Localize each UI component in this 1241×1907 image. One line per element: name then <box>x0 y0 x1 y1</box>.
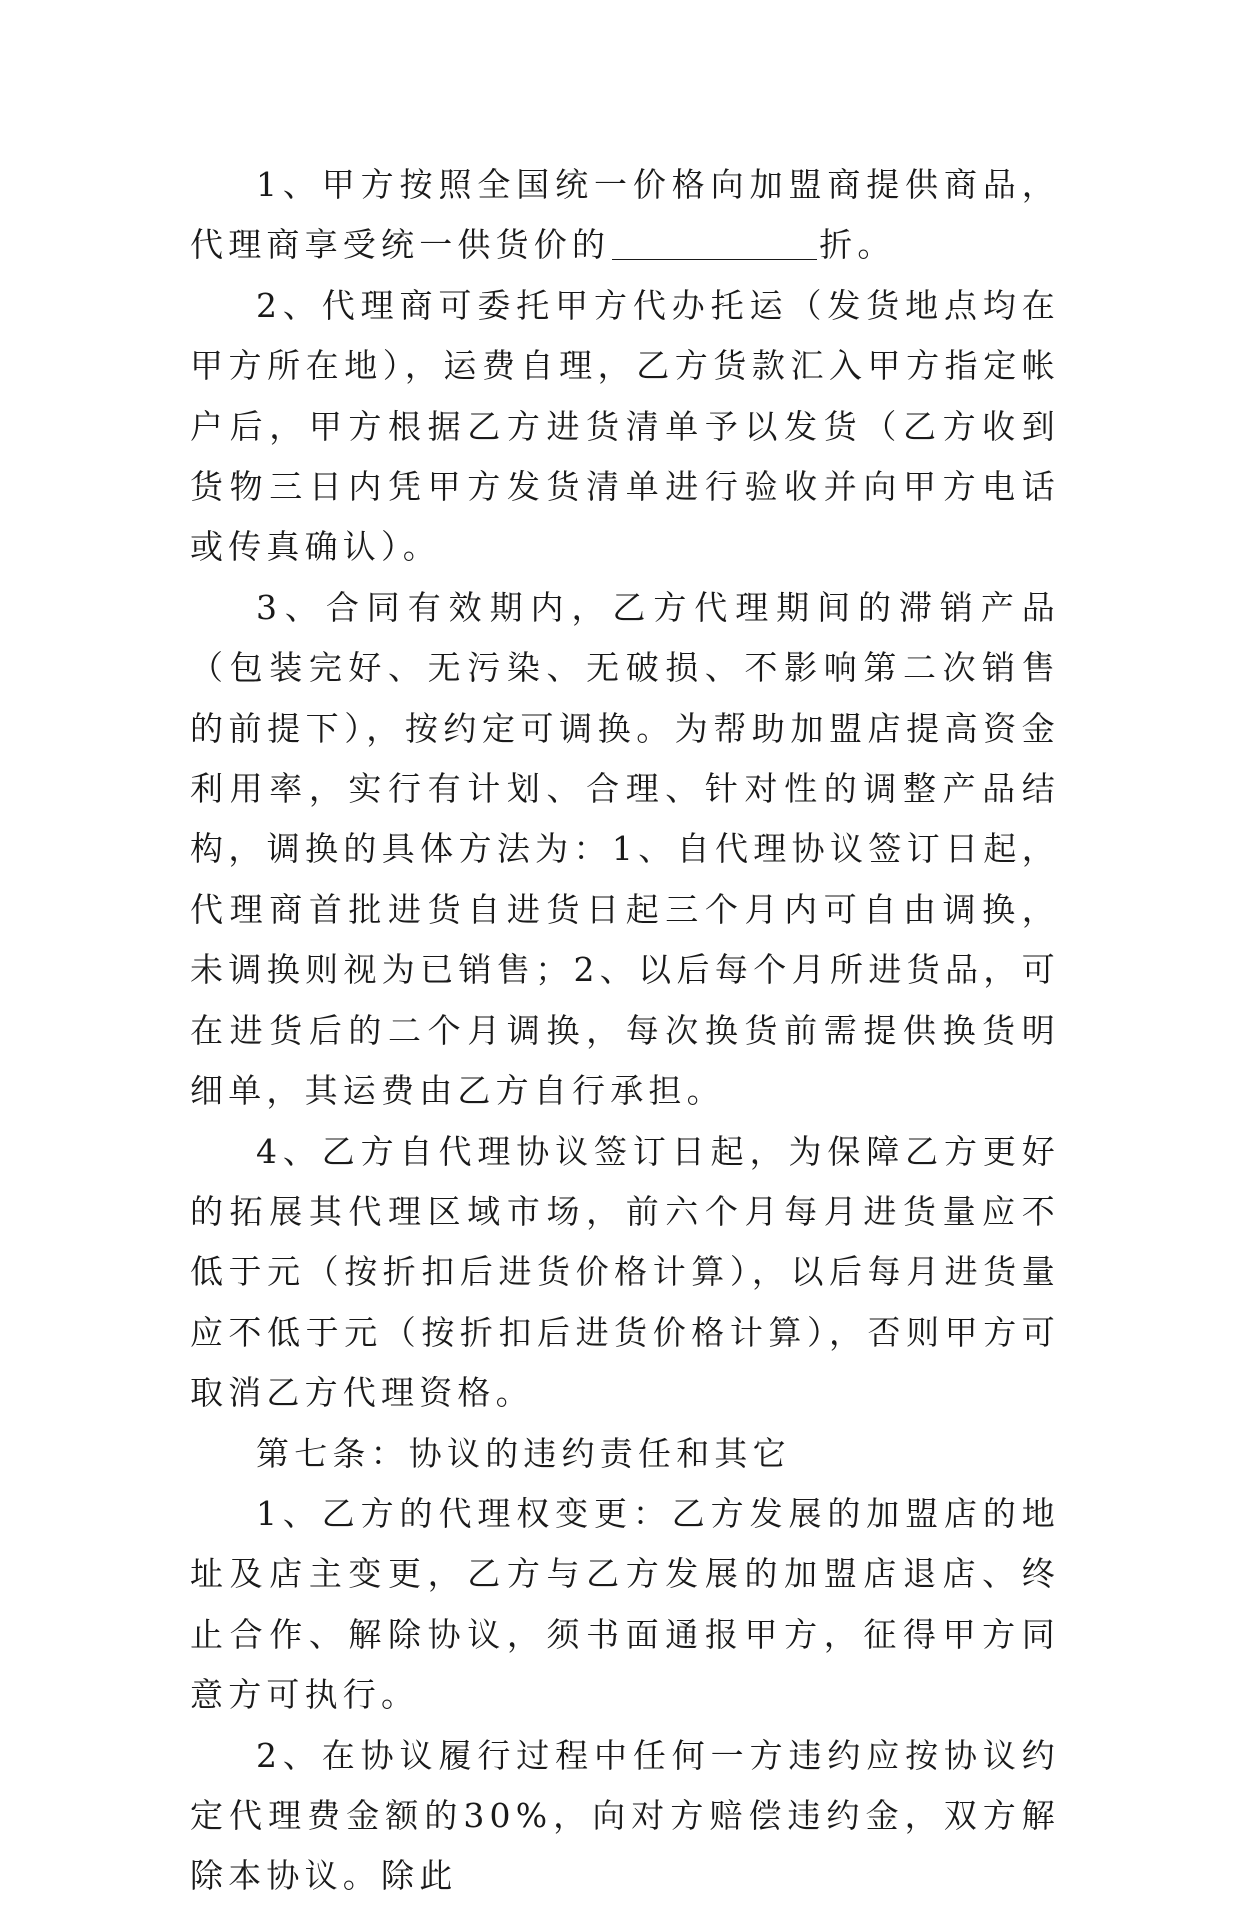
paragraph-7: 2、在协议履行过程中任何一方违约应按协议约定代理费金额的30%，向对方赔偿违约金，双方解除本协议。除此 <box>190 1735 1060 1896</box>
paragraph-1 <box>190 155 1060 276</box>
paragraph-1-tail: 折。 <box>819 225 896 265</box>
discount-blank-line <box>612 229 817 260</box>
paragraph-3: 3、合同有效期内，乙方代理期间的滞销产品（包装完好、无污染、无破损、不影响第二次销售的前提下），按约定可调换。为帮助加盟店提高资金利用率，实行有计划、合理、针对性的调整产品结构，调换的具体方法为：1、自代理协议签订日起，代理商首批进货自进货日起三个月内可自由调换，未调换则视为已销售；2、以后每个月所进货品，可在进货后的二个月调换，每次换货前需提供换货明细单，其运费由乙方自行承担。 <box>190 587 1060 1111</box>
paragraph-2: 2、代理商可委托甲方代办托运（发货地点均在甲方所在地），运费自理，乙方货款汇入甲方指定帐户后，甲方根据乙方进货清单予以发货（乙方收到货物三日内凭甲方发货清单进行验收并向甲方电话或传真确认）。 <box>190 285 1060 567</box>
paragraph-4: 4、乙方自代理协议签订日起，为保障乙方更好的拓展其代理区域市场，前六个月每月进货量应不低于元（按折扣后进货价格计算），以后每月进货量应不低于元（按折扣后进货价格计算），否则甲方可取消乙方代理资格。 <box>190 1131 1060 1413</box>
paragraph-1-text: 1、甲方按照全国统一价格向加盟商提供商品，代理商享受统一供货价的 <box>190 165 1060 265</box>
section-heading-article-7: 第七条：协议的违约责任和其它 <box>256 1433 791 1473</box>
document-body <box>190 155 1060 1907</box>
paragraph-6: 1、乙方的代理权变更：乙方发展的加盟店的地址及店主变更，乙方与乙方发展的加盟店退店、终止合作、解除协议，须书面通报甲方，征得甲方同意方可执行。 <box>190 1493 1060 1715</box>
